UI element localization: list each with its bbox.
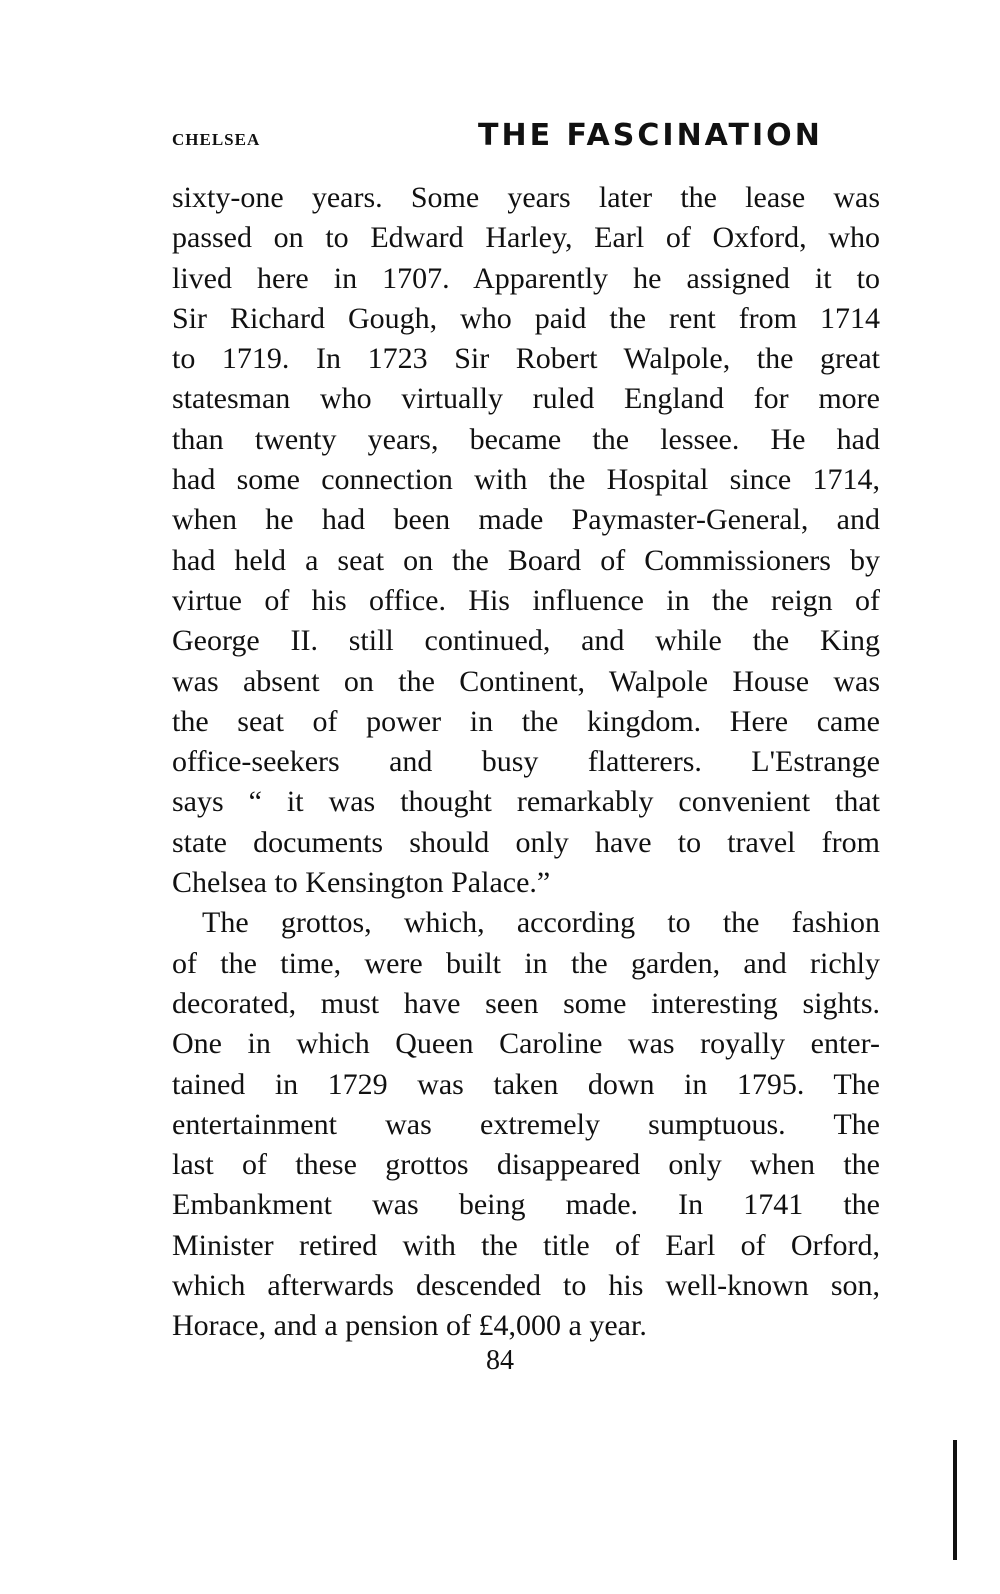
text-line: Minister retired with the title of Earl of Orford, [172,1228,880,1262]
page-number: 84 [486,1345,514,1376]
text-line: than twenty years, became the lessee. He had [172,422,880,456]
text-line: Sir Richard Gough, who paid the rent from 1714 [172,301,880,335]
text-line: office-seekers and busy flatterers. L'Estrange [172,745,880,779]
text-line: statesman who virtually ruled England for more [172,382,880,416]
body-text [172,178,880,1347]
text-line: which afterwards descended to his well-known son, [172,1269,880,1303]
running-head-title: THE FASCINATION [478,118,823,153]
text-line: George II. still continued, and while the King [172,624,880,658]
text-line: of the time, were built in the garden, and richly [172,946,880,980]
page-edge-mark [953,1440,957,1560]
text-line: to 1719. In 1723 Sir Robert Walpole, the great [172,342,880,376]
text-line: Embankment was being made. In 1741 the [172,1188,880,1222]
text-line: when he had been made Paymaster-General, and [172,503,880,537]
text-line: virtue of his office. His influence in the reign of [172,583,880,617]
text-line: One in which Queen Caroline was royally enter- [172,1027,880,1061]
text-line: The grottos, which, according to the fashion [202,906,880,940]
running-head-section: CHELSEA [172,130,261,149]
text-line: says “ it was thought remarkably convenient that [172,785,880,819]
text-line: sixty-one years. Some years later the lease was [172,181,880,214]
text-line: entertainment was extremely sumptuous. The [172,1107,880,1141]
text-line: Horace, and a pension of £4,000 a year. [172,1309,647,1343]
text-line: the seat of power in the kingdom. Here came [172,704,880,738]
text-line: lived here in 1707. Apparently he assigned it to [172,261,880,295]
text-line: last of these grottos disappeared only when the [172,1148,880,1182]
text-line: had some connection with the Hospital since 1714, [172,463,880,497]
text-line: passed on to Edward Harley, Earl of Oxford, who [172,221,880,255]
text-line: was absent on the Continent, Walpole House was [172,664,880,698]
text-line: decorated, must have seen some interesting sights. [172,986,880,1020]
text-line: Chelsea to Kensington Palace.” [172,866,551,900]
text-line: had held a seat on the Board of Commissioners by [172,543,880,577]
text-line: tained in 1729 was taken down in 1795. The [172,1067,880,1101]
text-line: state documents should only have to travel from [172,825,880,859]
